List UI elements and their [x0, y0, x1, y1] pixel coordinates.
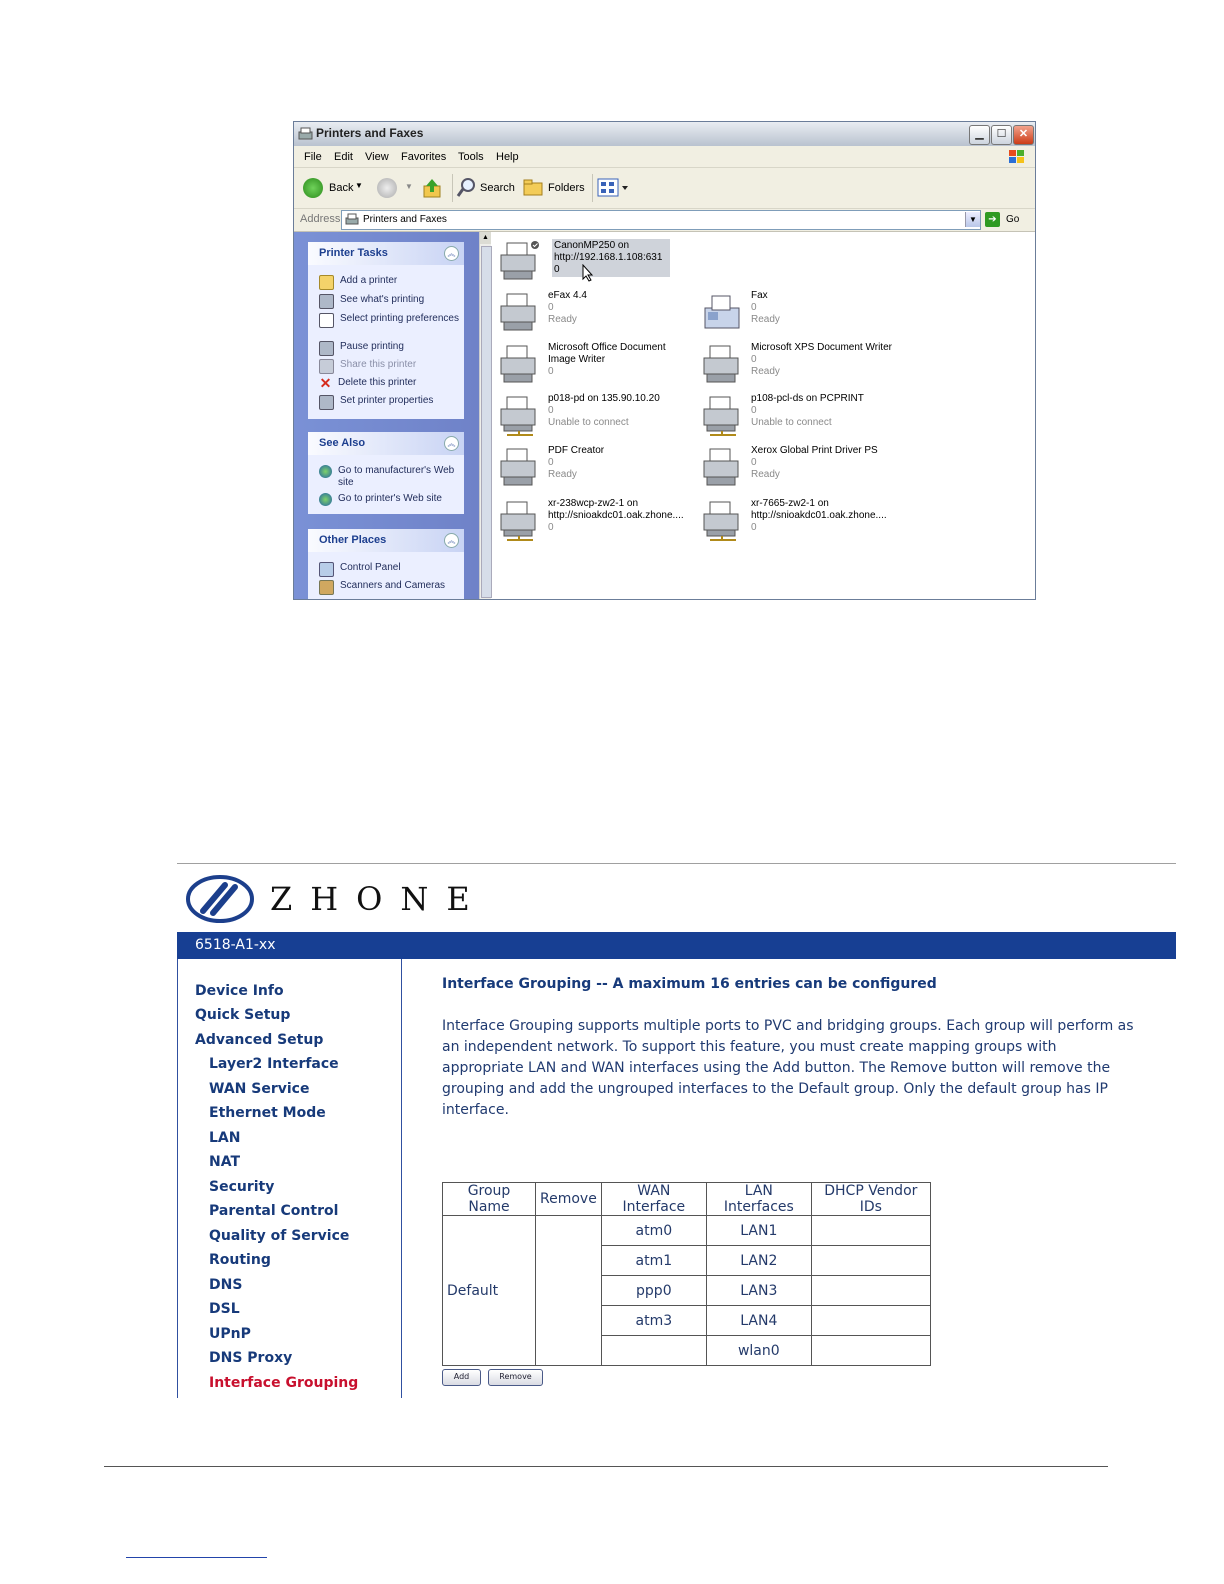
- remove-button[interactable]: Remove: [488, 1369, 543, 1386]
- table-row: [443, 1216, 931, 1246]
- wan-cell: atm3: [601, 1306, 706, 1336]
- fax-item[interactable]: Fax 0 Ready: [702, 290, 902, 340]
- dhcp-cell: [811, 1336, 930, 1366]
- nav-nat[interactable]: NAT: [209, 1154, 241, 1170]
- printer-icon: [499, 447, 539, 489]
- see-also-panel: [308, 432, 464, 514]
- col-group-name: Group Name: [443, 1183, 536, 1216]
- menu-tools[interactable]: Tools: [458, 151, 484, 163]
- col-lan-interfaces: LAN Interfaces: [706, 1183, 811, 1216]
- page-heading: Interface Grouping -- A maximum 16 entries can be configured: [442, 976, 937, 992]
- nav-wan-service[interactable]: WAN Service: [209, 1081, 310, 1097]
- printer-item[interactable]: Xerox Global Print Driver PS 0 Ready: [702, 445, 902, 495]
- printer-item[interactable]: Microsoft XPS Document Writer 0 Ready: [702, 342, 902, 392]
- task-printer-properties[interactable]: Set printer properties: [319, 395, 462, 410]
- add-printer-icon: [319, 275, 334, 290]
- printer-icon: [702, 447, 742, 489]
- task-pause-printing[interactable]: Pause printing: [319, 341, 462, 356]
- minimize-button[interactable]: ▁: [969, 125, 990, 145]
- interface-group-table: [442, 1182, 931, 1366]
- nav-quick-setup[interactable]: Quick Setup: [195, 1007, 291, 1023]
- col-remove: Remove: [536, 1183, 602, 1216]
- search-icon: [456, 177, 476, 198]
- nav-routing[interactable]: Routing: [209, 1252, 271, 1268]
- task-see-printing[interactable]: See what's printing: [319, 294, 462, 309]
- nav-dns-proxy[interactable]: DNS Proxy: [209, 1350, 293, 1366]
- scroll-up-icon[interactable]: ▲: [480, 232, 491, 244]
- dhcp-cell: [811, 1276, 930, 1306]
- wan-cell: [601, 1336, 706, 1366]
- globe-icon: [319, 493, 332, 506]
- forward-arrow-icon[interactable]: [377, 178, 397, 198]
- back-arrow-icon: [303, 178, 323, 198]
- close-button[interactable]: ✕: [1013, 125, 1034, 145]
- folders-button[interactable]: Folders: [522, 177, 586, 199]
- vertical-scrollbar[interactable]: [479, 232, 491, 599]
- windows-logo-icon: [1006, 148, 1028, 165]
- printer-item[interactable]: Microsoft Office Document Image Writer 0: [499, 342, 699, 392]
- dhcp-cell: [811, 1306, 930, 1336]
- nav-layer2-interface[interactable]: Layer2 Interface: [209, 1056, 339, 1072]
- mouse-cursor-icon: [582, 264, 594, 282]
- printers-list: [491, 232, 1035, 599]
- table-header-row: [443, 1183, 931, 1216]
- printer-tasks-header[interactable]: Printer Tasks ︽: [308, 242, 464, 265]
- footer-divider: [104, 1466, 1108, 1467]
- delete-x-icon: ✕: [319, 375, 332, 391]
- other-places-header[interactable]: Other Places ︽: [308, 529, 464, 552]
- fax-icon: [702, 292, 742, 334]
- printer-tasks-panel: [308, 242, 464, 419]
- nav-interface-grouping[interactable]: Interface Grouping: [209, 1375, 359, 1391]
- address-input[interactable]: Printers and Faxes ▼: [341, 210, 981, 230]
- go-arrow-icon: ➔: [985, 212, 1000, 227]
- nav-quality-of-service[interactable]: Quality of Service: [209, 1228, 350, 1244]
- window-title: Printers and Faxes: [316, 126, 424, 140]
- dhcp-cell: [811, 1216, 930, 1246]
- nav-advanced-setup[interactable]: Advanced Setup: [195, 1032, 324, 1048]
- network-printer-item[interactable]: p018-pd on 135.90.10.20 0 Unable to connect: [499, 393, 699, 443]
- folders-icon: [522, 177, 544, 198]
- task-delete-printer[interactable]: ✕ Delete this printer: [319, 375, 417, 391]
- nav-dsl[interactable]: DSL: [209, 1301, 240, 1317]
- footer-link-underline[interactable]: [126, 1557, 267, 1558]
- toolbar: Back ▼ ▼ Search Folders: [294, 168, 1035, 209]
- printer-item[interactable]: eFax 4.4 0 Ready: [499, 290, 699, 340]
- search-button[interactable]: Search: [456, 177, 516, 199]
- nav-dns[interactable]: DNS: [209, 1277, 243, 1293]
- nav-upnp[interactable]: UPnP: [209, 1326, 251, 1342]
- task-share-printer[interactable]: Share this printer: [319, 359, 462, 374]
- printer-icon: [499, 241, 539, 283]
- device-bar: [177, 932, 1176, 959]
- other-places-panel: [308, 529, 464, 600]
- link-manufacturer-site[interactable]: Go to manufacturer's Web site: [319, 465, 460, 489]
- collapse-chevron-icon[interactable]: ︽: [444, 533, 459, 548]
- pause-printer-icon: [319, 341, 334, 356]
- top-divider: [177, 863, 1176, 864]
- lan-cell: LAN4: [706, 1306, 811, 1336]
- device-name: 6518-A1-xx: [195, 937, 276, 953]
- menu-bar: [294, 146, 1035, 168]
- printer-icon: [499, 292, 539, 334]
- link-scanners-cameras[interactable]: Scanners and Cameras: [319, 580, 462, 595]
- menu-help[interactable]: Help: [496, 151, 519, 163]
- properties-icon: [319, 395, 334, 410]
- wan-cell: ppp0: [601, 1276, 706, 1306]
- lan-cell: LAN2: [706, 1246, 811, 1276]
- menu-favorites[interactable]: Favorites: [401, 151, 447, 163]
- collapse-chevron-icon[interactable]: ︽: [444, 436, 459, 451]
- network-printer-icon: [499, 395, 539, 437]
- title-bar[interactable]: [294, 122, 1035, 146]
- printer-icon: [702, 344, 742, 386]
- maximize-button[interactable]: ☐: [991, 125, 1012, 145]
- preferences-icon: [319, 313, 334, 328]
- task-pane: [294, 232, 479, 599]
- zhone-logo-text: ZHONE: [270, 880, 488, 918]
- link-control-panel[interactable]: Control Panel: [319, 562, 462, 577]
- remove-cell: [536, 1216, 602, 1366]
- zhone-logo-icon: [185, 873, 255, 925]
- up-folder-icon[interactable]: [422, 177, 442, 199]
- network-printer-item[interactable]: xr-238wcp-zw2-1 on http://snioakdc01.oak.zhone.... 0: [499, 498, 699, 548]
- printer-folder-icon: [298, 127, 313, 141]
- share-printer-icon: [319, 359, 334, 374]
- nav-security[interactable]: Security: [209, 1179, 275, 1195]
- lan-cell: wlan0: [706, 1336, 811, 1366]
- wan-cell: atm0: [601, 1216, 706, 1246]
- lan-cell: LAN3: [706, 1276, 811, 1306]
- address-bar: Address Printers and Faxes ▼ ➔ Go: [294, 209, 1035, 232]
- collapse-chevron-icon[interactable]: ︽: [444, 246, 459, 261]
- task-printing-preferences[interactable]: Select printing preferences: [319, 313, 462, 328]
- scanner-camera-icon: [319, 580, 334, 595]
- nav-parental-control[interactable]: Parental Control: [209, 1203, 339, 1219]
- group-name-cell: Default: [443, 1216, 536, 1366]
- col-dhcp-vendor-ids: DHCP Vendor IDs: [811, 1183, 930, 1216]
- see-also-header[interactable]: See Also ︽: [308, 432, 464, 455]
- printer-icon: [499, 344, 539, 386]
- views-icon[interactable]: [597, 178, 629, 198]
- menu-edit[interactable]: Edit: [334, 151, 353, 163]
- nav-device-info[interactable]: Device Info: [195, 983, 284, 999]
- network-printer-item[interactable]: xr-7665-zw2-1 on http://snioakdc01.oak.zhone.... 0: [702, 498, 902, 548]
- add-button[interactable]: Add: [442, 1369, 481, 1386]
- control-panel-icon: [319, 562, 334, 577]
- network-printer-item[interactable]: p108-pcl-ds on PCPRINT 0 Unable to connect: [702, 393, 902, 443]
- printer-item[interactable]: CanonMP250 on http://192.168.1.108:631 0: [499, 239, 699, 289]
- col-wan-interface: WAN Interface: [601, 1183, 706, 1216]
- sidebar-nav: [177, 959, 402, 1398]
- link-printer-site[interactable]: Go to printer's Web site: [319, 493, 460, 506]
- menu-view[interactable]: View: [365, 151, 389, 163]
- dhcp-cell: [811, 1246, 930, 1276]
- wan-cell: atm1: [601, 1246, 706, 1276]
- printers-and-faxes-window: [293, 121, 1036, 600]
- task-add-printer[interactable]: Add a printer: [319, 275, 462, 290]
- address-dropdown-chevron-icon[interactable]: ▼: [965, 212, 980, 227]
- network-printer-icon: [702, 395, 742, 437]
- printer-folder-icon: [345, 213, 360, 226]
- print-queue-icon: [319, 294, 334, 309]
- globe-icon: [319, 465, 332, 478]
- page-description: Interface Grouping supports multiple ports to PVC and bridging groups. Each group will perform as an independent network. To support this feature, you must create mapping groups with appropriate LAN and WAN interfaces using the Add button. The Remove button will remove the grouping and add the ungrouped interfaces to the Default group. Only the default group has IP interface.: [442, 1018, 1134, 1118]
- nav-lan[interactable]: LAN: [209, 1130, 241, 1146]
- go-button[interactable]: ➔ Go: [985, 211, 1029, 229]
- lan-cell: LAN1: [706, 1216, 811, 1246]
- zhone-router-page: [177, 863, 1176, 1398]
- network-printer-icon: [702, 500, 742, 542]
- printer-item[interactable]: PDF Creator 0 Ready: [499, 445, 699, 495]
- network-printer-icon: [499, 500, 539, 542]
- menu-file[interactable]: File: [304, 151, 322, 163]
- nav-ethernet-mode[interactable]: Ethernet Mode: [209, 1105, 326, 1121]
- main-content: [442, 976, 1162, 1366]
- back-button[interactable]: Back ▼: [303, 177, 361, 199]
